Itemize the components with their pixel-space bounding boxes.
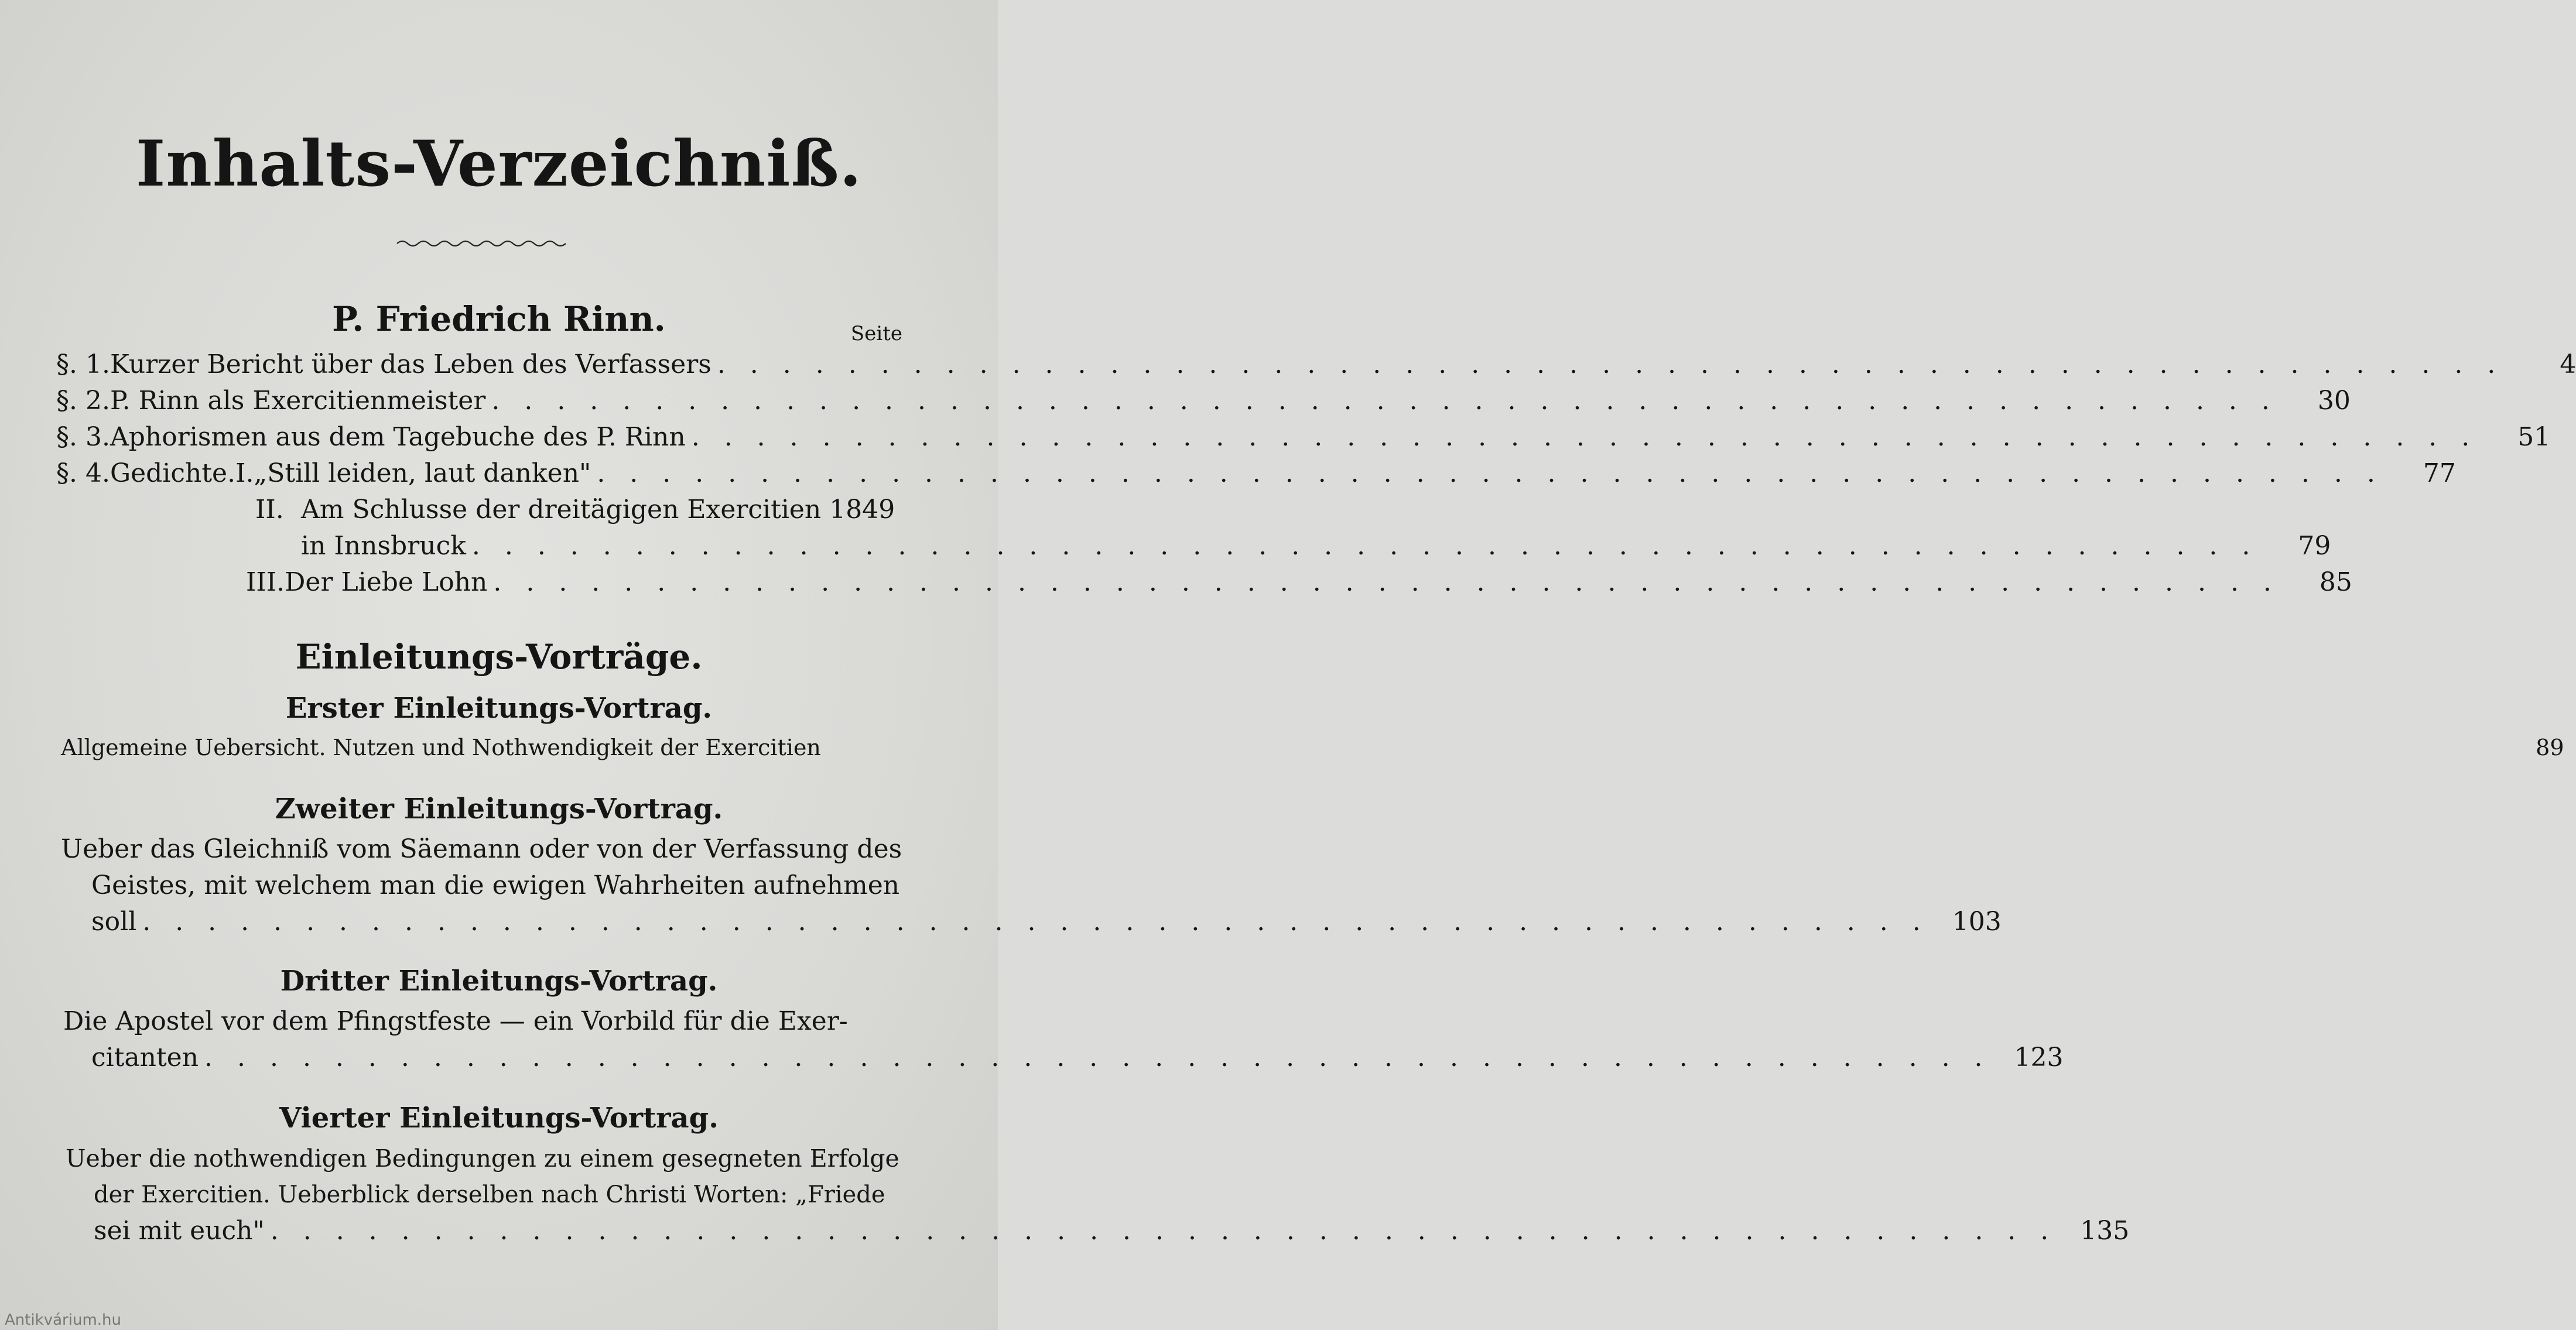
author-heading: P. Friedrich Rinn. [332,299,666,339]
poem-title-continued: in Innsbruck [301,531,466,561]
poem-title: Am Schlusse der dreitägigen Exercitien 1849 [301,495,895,525]
dot-leader: . . . . . . . . . . . . . . . . . . . . . . . . . . . . . . . . . . . . . . . . . . . . . . . . . . . . . . . [493,567,2280,597]
toc-entry-continuation [91,1040,2064,1076]
entry-page: 85 [2319,567,2352,597]
entry-page: 89 [2536,735,2564,760]
entry-page: 4 [2560,349,2576,379]
dot-leader: . . . . . . . . . . . . . . . . . . . . . . . . . . . . . . . . . . . . . . . . . . . . . . . . . . . . . . . [717,349,2504,379]
lecture-title: citanten [91,1043,199,1072]
toc-entry [56,347,2576,383]
section-heading: Einleitungs-Vorträge. [295,637,703,677]
dot-leader: . . . . . . . . . . . . . . . . . . . . . . . . . . . . . . . . . . . . . . . . . . . . . . . . . . . . . . . [597,458,2383,488]
lecture-title-line [94,1177,885,1213]
toc-entry [61,729,2564,766]
entry-label: §. 1. [56,349,110,379]
dot-leader: . . . . . . . . . . . . . . . . . . . . . . . . . . . . . . . . . . . . . . . . . . . . . . . . . . . . . . . [471,531,2259,561]
poem-title: Der Liebe Lohn [285,567,488,597]
toc-entry [56,455,2456,492]
wavy-divider-ornament [396,236,569,251]
lecture-title-line [63,1003,848,1040]
page-title: Inhalts-Verzeichniß. [135,127,863,201]
dot-leader: . . . . . . . . . . . . . . . . . . . . . . . . . . . . . . . . . . . . . . . . . . . . . . . . . . . . . . . [142,907,1929,937]
entry-page: 79 [2298,531,2331,561]
page-column-label: Seite [850,322,902,345]
entry-page: 77 [2423,458,2456,488]
entry-label: §. 4. [56,458,110,488]
toc-entry [56,383,2351,419]
entry-label: §. 2. [56,386,110,416]
lecture-title: sei mit euch" [94,1216,265,1246]
entry-title: Gedichte. [110,458,236,488]
dot-leader: . . . . . . . . . . . . . . . . . . . . . . . . . . . . . . . . . . . . . . . . . . . . . . . . . . . . . . . [691,422,2478,452]
lecture-title-line [91,868,899,904]
lecture-title: Die Apostel vor dem Pfingstfeste — ein Vorbild für die Exer- [63,1006,848,1036]
watermark: Antikvárium.hu [5,1311,121,1329]
entry-page: 123 [2014,1043,2064,1072]
entry-page: 51 [2517,422,2551,452]
lecture-title: Ueber das Gleichniß vom Säemann oder von der Verfassung des [61,834,902,864]
lecture-heading: Erster Einleitungs-Vortrag. [285,692,713,725]
entry-label: §. 3. [56,422,110,452]
lecture-title: Allgemeine Uebersicht. Nutzen und Nothwendigkeit der Exercitien [61,735,821,760]
toc-entry-continuation [91,904,2002,940]
lecture-heading: Dritter Einleitungs-Vortrag. [280,965,718,998]
poem-numeral: III. [246,567,285,597]
lecture-title: soll [91,907,137,937]
entry-title: Aphorismen aus dem Tagebuche des P. Rinn [110,422,686,452]
lecture-title: Ueber die nothwendigen Bedingungen zu einem gesegneten Erfolge [66,1144,899,1173]
toc-entry [246,564,2352,601]
toc-entry [56,419,2551,455]
poem-numeral: I. [235,458,254,488]
lecture-heading: Zweiter Einleitungs-Vortrag. [275,793,723,825]
poem-numeral: II. [255,495,284,525]
toc-entry-continuation [94,1213,2130,1249]
entry-title: Kurzer Bericht über das Leben des Verfassers [110,349,711,379]
toc-entry [255,492,902,528]
poem-title: „Still leiden, laut danken" [254,458,591,488]
entry-title: P. Rinn als Exercitienmeister [110,386,486,416]
lecture-heading: Vierter Einleitungs-Vortrag. [279,1102,719,1134]
entry-page: 103 [1952,907,2002,937]
entry-page: 135 [2080,1216,2130,1246]
dot-leader: . . . . . . . . . . . . . . . . . . . . . . . . . . . . . . . . . . . . . . . . . . . . . . . . . . . . . . . [491,386,2278,416]
entry-page: 30 [2317,386,2351,416]
lecture-title-line [66,1140,899,1177]
lecture-title: der Exercitien. Ueberblick derselben nach Christi Worten: „Friede [94,1181,885,1208]
lecture-title-line [61,831,902,868]
dot-leader: . . . . . . . . . . . . . . . . . . . . . . . . . . . . . . . . . . . . . . . . . . . . . . . . . . . . . . . [270,1216,2057,1246]
lecture-title: Geistes, mit welchem man die ewigen Wahrheiten aufnehmen [91,870,900,900]
dot-leader: . . . . . . . . . . . . . . . . . . . . . . . . . . . . . . . . . . . . . . . . . . . . . . . . . . . . . . . [204,1043,1991,1072]
toc-entry-continuation [301,528,2331,564]
